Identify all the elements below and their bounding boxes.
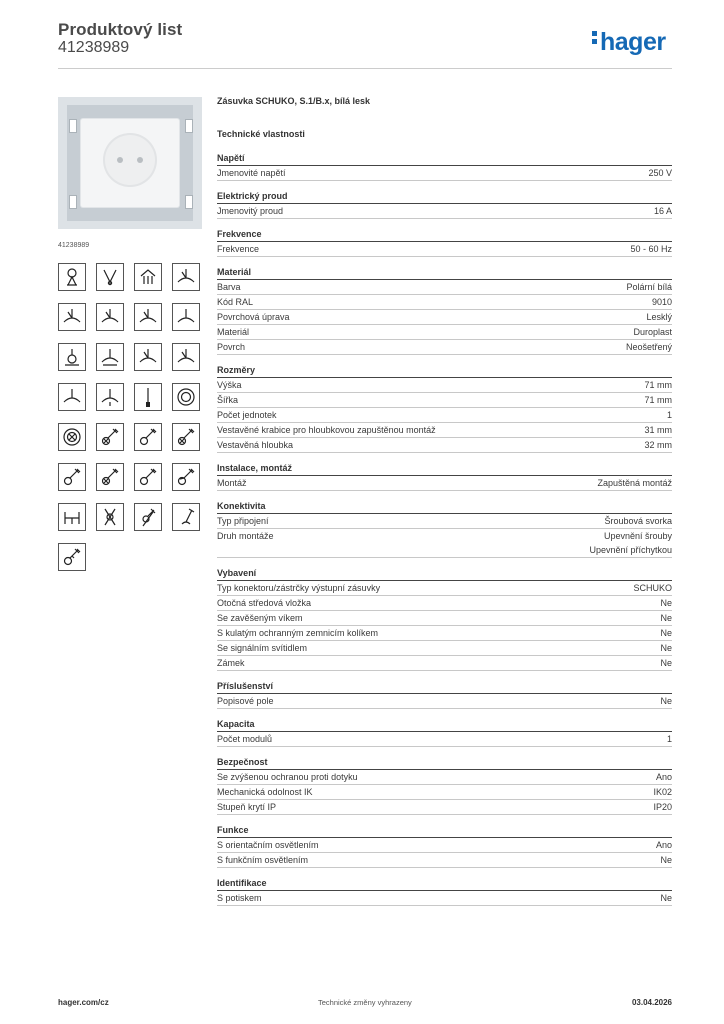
spec-value-line: 31 mm — [644, 425, 672, 435]
key-switch-lamp-symbol-icon — [96, 423, 124, 451]
spec-row — [217, 641, 672, 656]
section-title: Materiál — [217, 266, 672, 280]
footer-website[interactable]: hager.com/cz — [58, 998, 109, 1007]
spec-label: Montáž — [217, 478, 247, 488]
spec-value-line: 1 — [666, 734, 672, 744]
key-switch-symbol-icon — [58, 463, 86, 491]
spec-label: Počet jednotek — [217, 410, 277, 420]
spec-value — [633, 581, 672, 595]
spec-section — [217, 190, 672, 219]
bell-push-symbol-icon — [58, 263, 86, 291]
spec-value — [604, 514, 672, 528]
spec-value — [626, 340, 672, 354]
spec-label: S potiskem — [217, 893, 262, 903]
spec-label: Typ připojení — [217, 516, 269, 526]
spec-value-line: 32 mm — [644, 440, 672, 450]
pushbutton-symbol-icon — [172, 503, 200, 531]
spec-value-line: Neošetřený — [625, 342, 672, 352]
spec-section — [217, 462, 672, 491]
spec-value-line: Duroplast — [633, 327, 672, 337]
socket-x3-symbol-icon — [96, 303, 124, 331]
spec-row — [217, 656, 672, 671]
spec-value-line: 16 A — [653, 206, 672, 216]
switched-socket-x3-symbol-icon — [172, 343, 200, 371]
spec-value — [644, 393, 672, 407]
spec-value-line: 1 — [666, 410, 672, 420]
spec-section — [217, 228, 672, 257]
spec-value — [653, 800, 672, 814]
spec-row — [217, 204, 672, 219]
spec-row — [217, 514, 672, 529]
spec-row — [217, 581, 672, 596]
spec-section — [217, 718, 672, 747]
spec-row — [217, 476, 672, 491]
spec-row — [217, 378, 672, 393]
frame-clip — [185, 119, 193, 133]
spec-section — [217, 567, 672, 671]
footer-date: 03.04.2026 — [631, 998, 672, 1007]
cross-switch-lamp-symbol-icon — [96, 503, 124, 531]
section-title: Vybavení — [217, 567, 672, 581]
spec-value-line: Zapuštěná montáž — [597, 478, 672, 488]
concentric-circles-symbol-icon — [172, 383, 200, 411]
spec-row — [217, 611, 672, 626]
spec-value-line: Polární bílá — [626, 282, 672, 292]
hager-logo — [592, 28, 666, 57]
spec-content — [217, 96, 672, 915]
section-title: Kapacita — [217, 718, 672, 732]
socket-switched-symbol-icon — [134, 303, 162, 331]
technical-title: Technické vlastnosti — [217, 129, 305, 139]
spec-label: Výška — [217, 380, 242, 390]
socket-x2-symbol-icon — [172, 263, 200, 291]
spec-value-line: IK02 — [653, 787, 672, 797]
single-pole-switch-symbol-icon — [134, 383, 162, 411]
spec-label: Stupeň krytí IP — [217, 802, 277, 812]
spec-value-line: Upevnění příchytkou — [589, 545, 672, 555]
spec-row — [217, 242, 672, 257]
header-divider — [58, 68, 672, 69]
spec-section — [217, 500, 672, 558]
key-switch-symbol-icon — [134, 463, 162, 491]
spec-row — [217, 340, 672, 355]
spec-section — [217, 756, 672, 815]
spec-label: Popisové pole — [217, 696, 274, 706]
spec-value-line: 250 V — [648, 168, 672, 178]
spec-value-line: Ne — [660, 696, 672, 706]
spec-value-line: Ne — [660, 658, 672, 668]
spec-label: Se zavěšeným víkem — [217, 613, 303, 623]
spec-label: Jmenovité napětí — [217, 168, 286, 178]
section-title: Napětí — [217, 152, 672, 166]
spec-value-line: Upevnění šrouby — [603, 531, 672, 541]
spec-label: Frekvence — [217, 244, 260, 254]
section-title: Rozměry — [217, 364, 672, 378]
section-title: Identifikace — [217, 877, 672, 891]
page-title: Produktový list — [58, 20, 183, 39]
section-title: Instalace, montáž — [217, 462, 672, 476]
spec-value-line: 71 mm — [644, 380, 672, 390]
spec-row — [217, 626, 672, 641]
spec-value — [660, 694, 672, 708]
spec-value-line: Ne — [660, 643, 672, 653]
socket-fuse-symbol-icon — [96, 383, 124, 411]
slash-key-switch-symbol-icon — [134, 503, 162, 531]
spec-row — [217, 393, 672, 408]
spec-row — [217, 529, 672, 558]
spec-value — [656, 770, 672, 784]
spec-value-line: Ano — [655, 840, 672, 850]
spec-label: Povrchová úprava — [217, 312, 290, 322]
frame-clip — [69, 195, 77, 209]
spec-label: S orientačním osvětlením — [217, 840, 319, 850]
spec-label: Barva — [217, 282, 241, 292]
socket-pin-hole — [117, 157, 123, 163]
socket-symbol-icon — [172, 303, 200, 331]
spec-value-line: Šroubová svorka — [604, 516, 672, 526]
logo-dots-icon — [592, 28, 598, 47]
spec-label: Vestavěná hloubka — [217, 440, 294, 450]
junction-box-symbol-icon — [58, 503, 86, 531]
spec-sections — [217, 152, 672, 906]
spec-section — [217, 266, 672, 355]
spec-value — [653, 785, 672, 799]
spec-label: Jmenovitý proud — [217, 206, 284, 216]
spec-row — [217, 596, 672, 611]
frame — [67, 105, 193, 221]
section-title: Konektivita — [217, 500, 672, 514]
image-caption: 41238989 — [58, 242, 90, 249]
spec-value-line: Ano — [655, 772, 672, 782]
spec-value — [660, 891, 672, 905]
spec-value — [667, 732, 672, 746]
interlocked-socket-symbol-icon — [58, 383, 86, 411]
spec-value-line: Lesklý — [646, 312, 672, 322]
spec-row — [217, 423, 672, 438]
spec-value — [660, 596, 672, 610]
key-switch-dual-symbol-icon — [172, 463, 200, 491]
spec-value — [656, 838, 672, 852]
logo-text: hager — [600, 28, 666, 56]
spec-row — [217, 800, 672, 815]
spec-value — [648, 166, 672, 180]
product-image — [58, 97, 202, 229]
spec-label: Šířka — [217, 395, 239, 405]
spec-label: Mechanická odolnost IK — [217, 787, 313, 797]
socket-x2-symbol-icon — [58, 303, 86, 331]
spec-value — [626, 280, 672, 294]
spec-label: Počet modulů — [217, 734, 273, 744]
spec-value — [633, 325, 672, 339]
spec-section — [217, 680, 672, 709]
two-way-switch-symbol-icon — [96, 263, 124, 291]
key-switch-symbol-icon — [134, 423, 162, 451]
spec-value — [652, 295, 672, 309]
spec-row — [217, 785, 672, 800]
frame-clip — [185, 195, 193, 209]
spec-value — [654, 204, 672, 218]
spec-row — [217, 891, 672, 906]
product-name: Zásuvka SCHUKO, S.1/B.x, bílá lesk — [217, 96, 371, 106]
spec-label: Vestavěné krabice pro hloubkovou zapuštěnou montáž — [217, 425, 436, 435]
schuko-socket — [103, 133, 157, 187]
spec-value — [644, 423, 672, 437]
spec-label: Kód RAL — [217, 297, 254, 307]
socket-plate — [81, 119, 179, 207]
key-switch-lamp-symbol-icon — [96, 463, 124, 491]
spec-label: Druh montáže — [217, 531, 274, 541]
spec-label: Materiál — [217, 327, 250, 337]
spec-row — [217, 295, 672, 310]
spec-value — [630, 242, 672, 256]
section-title: Elektrický proud — [217, 190, 672, 204]
spec-value — [660, 641, 672, 655]
spec-row — [217, 325, 672, 340]
home-switch-symbol-icon — [134, 263, 162, 291]
spec-value — [597, 476, 672, 490]
spec-value-line: 50 - 60 Hz — [630, 244, 672, 254]
spec-value — [589, 529, 672, 557]
spec-value — [660, 626, 672, 640]
spec-row — [217, 853, 672, 868]
spec-row — [217, 732, 672, 747]
socket-protected-symbol-icon — [96, 343, 124, 371]
spec-value — [646, 310, 672, 324]
frame-clip — [69, 119, 77, 133]
spec-value — [644, 438, 672, 452]
spec-value-line: IP20 — [653, 802, 672, 812]
spec-value-line: Ne — [660, 598, 672, 608]
section-title: Bezpečnost — [217, 756, 672, 770]
footer-notice: Technické změny vyhrazeny — [318, 998, 412, 1007]
spec-value-line: Ne — [660, 628, 672, 638]
spec-section — [217, 824, 672, 868]
switched-socket-x2-symbol-icon — [134, 343, 162, 371]
spec-label: Typ konektoru/zástrčky výstupní zásuvky — [217, 583, 381, 593]
spec-label: Se signálním svítidlem — [217, 643, 308, 653]
spec-row — [217, 694, 672, 709]
section-title: Příslušenství — [217, 680, 672, 694]
spec-section — [217, 877, 672, 906]
spec-value — [660, 656, 672, 670]
spec-value-line: SCHUKO — [633, 583, 672, 593]
spec-section — [217, 364, 672, 453]
spec-row — [217, 166, 672, 181]
spec-row — [217, 438, 672, 453]
section-title: Frekvence — [217, 228, 672, 242]
spec-value-line: Ne — [660, 613, 672, 623]
earthed-socket-symbol-icon — [58, 343, 86, 371]
spec-value-line: 9010 — [651, 297, 672, 307]
spec-label: S funkčním osvětlením — [217, 855, 309, 865]
socket-pin-hole — [137, 157, 143, 163]
circle-x-symbol-icon — [58, 423, 86, 451]
spec-row — [217, 310, 672, 325]
spec-value — [660, 611, 672, 625]
spec-label: Se zvýšenou ochranou proti dotyku — [217, 772, 358, 782]
spec-value — [660, 853, 672, 867]
spec-row — [217, 770, 672, 785]
spec-label: Povrch — [217, 342, 246, 352]
spec-row — [217, 280, 672, 295]
spec-value-line: 71 mm — [644, 395, 672, 405]
spec-label: S kulatým ochranným zemnicím kolíkem — [217, 628, 379, 638]
spec-value-line: Ne — [660, 855, 672, 865]
spec-section — [217, 152, 672, 181]
spec-value — [667, 408, 672, 422]
spec-value — [644, 378, 672, 392]
spec-row — [217, 838, 672, 853]
product-number: 41238989 — [58, 39, 130, 56]
spec-label: Zámek — [217, 658, 245, 668]
spec-row — [217, 408, 672, 423]
spec-value-line: Ne — [660, 893, 672, 903]
double-key-switch-symbol-icon — [58, 543, 86, 571]
section-title: Funkce — [217, 824, 672, 838]
spec-label: Otočná středová vložka — [217, 598, 312, 608]
key-switch-lamp-symbol-icon — [172, 423, 200, 451]
